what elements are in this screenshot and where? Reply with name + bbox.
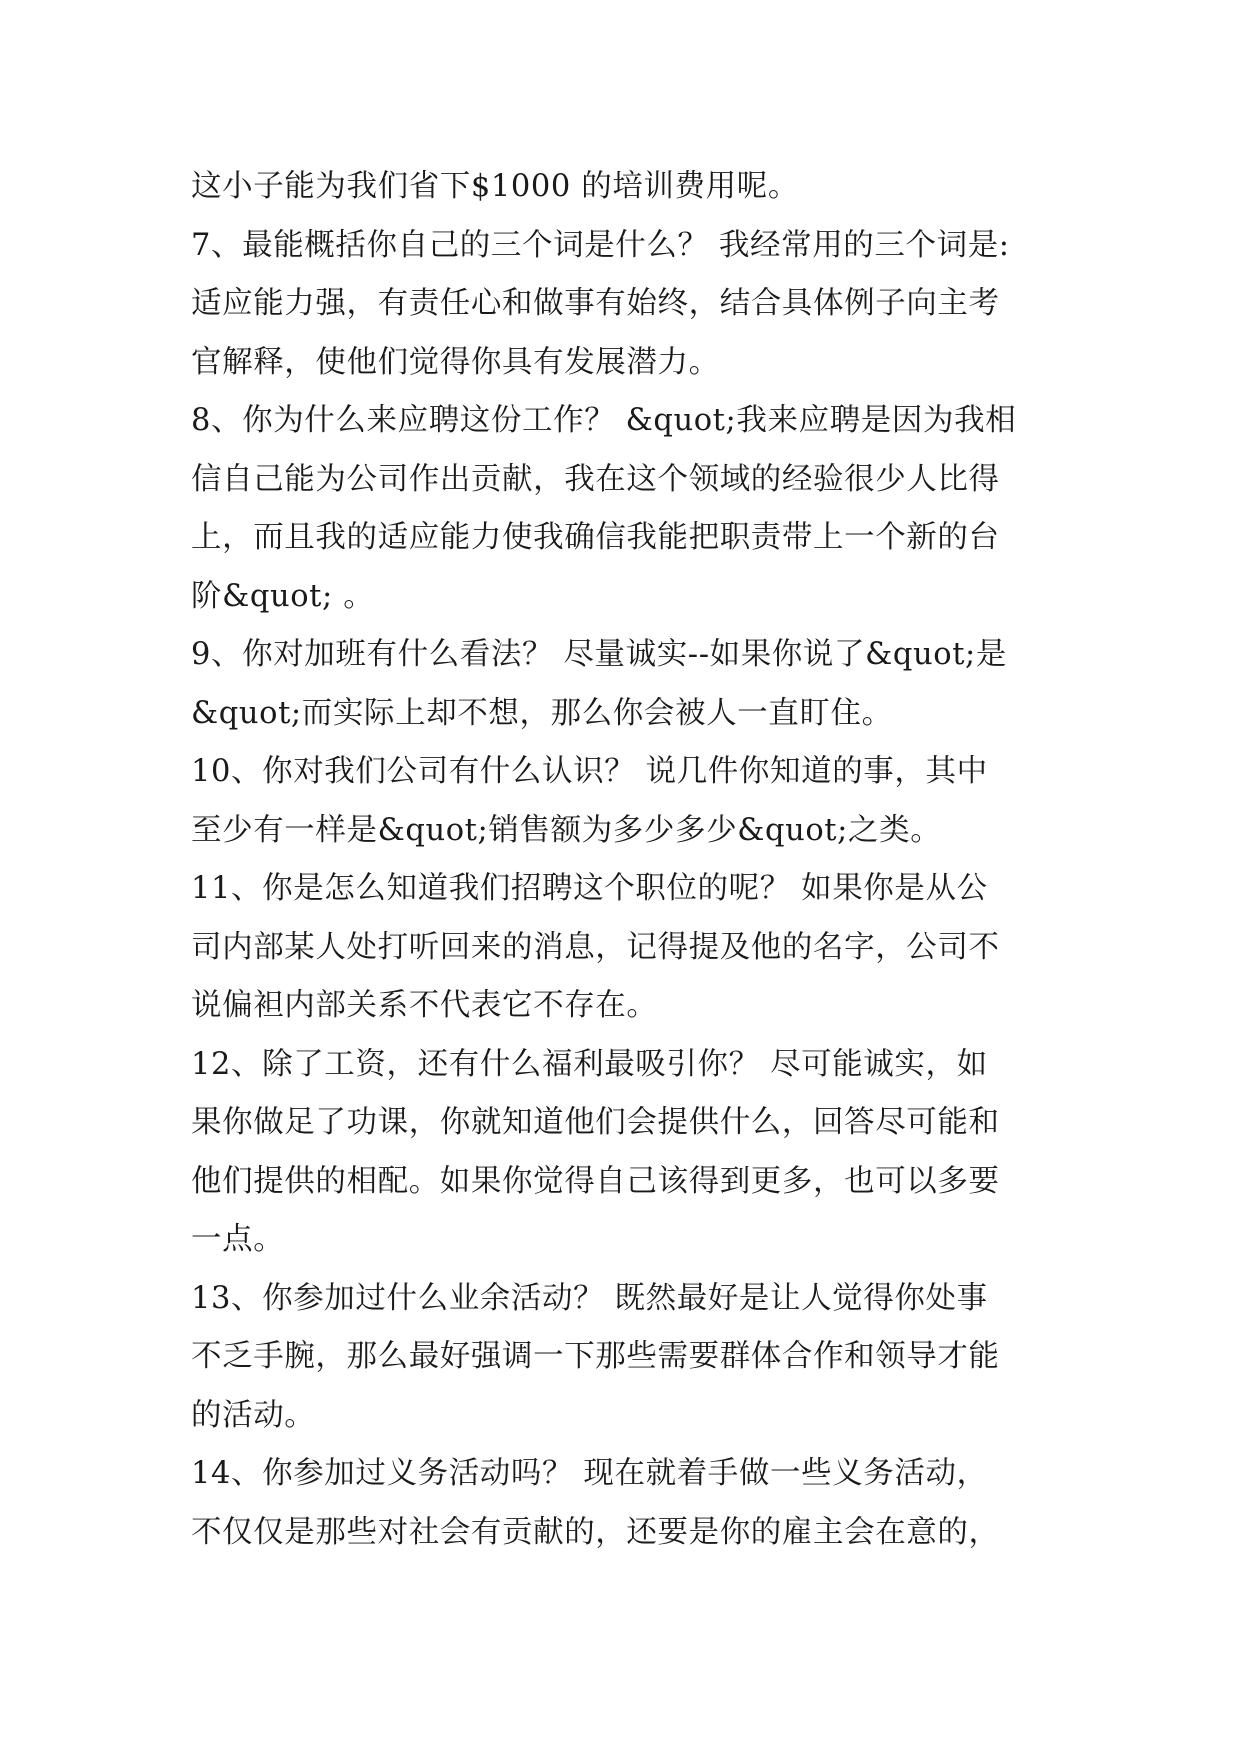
text-line: 阶&quot; 。 [191,578,375,614]
text-line: 至少有一样是&quot;销售额为多少多少&quot;之类。 [191,812,942,848]
text-line: 14、你参加过义务活动吗？ 现在就着手做一些义务活动， [191,1456,988,1491]
text-line: 8、你为什么来应聘这份工作？ &quot;我来应聘是因为我相 [191,403,1017,438]
text-line: 13、你参加过什么业余活动？ 既然最好是让人觉得你处事 [191,1280,988,1316]
text-line: 这小子能为我们省下$1000 的培训费用呢。 [191,169,799,204]
text-line: 10、你对我们公司有什么认识？ 说几件你知道的事，其中 [191,754,988,789]
text-line: 的活动。 [191,1397,316,1433]
text-line: 官解释，使他们觉得你具有发展潜力。 [191,344,720,380]
text-line: 上，而且我的适应能力使我确信我能把职责带上一个新的台 [191,520,1000,555]
text-line: 他们提供的相配。如果你觉得自己该得到更多，也可以多要 [191,1163,1000,1199]
text-line: &quot;而实际上却不想，那么你会被人一直盯住。 [191,695,893,731]
text-line: 7、最能概括你自己的三个词是什么？ 我经常用的三个词是: [191,227,1010,263]
text-line: 不乏手腕，那么最好强调一下那些需要群体合作和领导才能 [191,1339,1000,1374]
text-line: 说偏袒内部关系不代表它不存在。 [191,988,658,1023]
text-line: 信自己能为公司作出贡献，我在这个领域的经验很少人比得 [191,461,1000,497]
text-line: 11、你是怎么知道我们招聘这个职位的呢？ 如果你是从公 [191,871,988,906]
text-line: 司内部某人处打听回来的消息，记得提及他的名字，公司不 [191,929,1000,965]
text-line: 适应能力强，有责任心和做事有始终，结合具体例子向主考 [191,286,1000,321]
text-line: 9、你对加班有什么看法？ 尽量诚实--如果你说了&quot;是 [191,637,1008,672]
text-line: 果你做足了功课，你就知道他们会提供什么，回答尽可能和 [191,1105,1000,1140]
body-text [191,158,1061,1562]
text-line: 12、除了工资，还有什么福利最吸引你？ 尽可能诚实，如 [191,1046,988,1082]
text-line: 不仅仅是那些对社会有贡献的，还要是你的雇主会在意的， [191,1514,1000,1550]
text-line: 一点。 [191,1222,285,1257]
